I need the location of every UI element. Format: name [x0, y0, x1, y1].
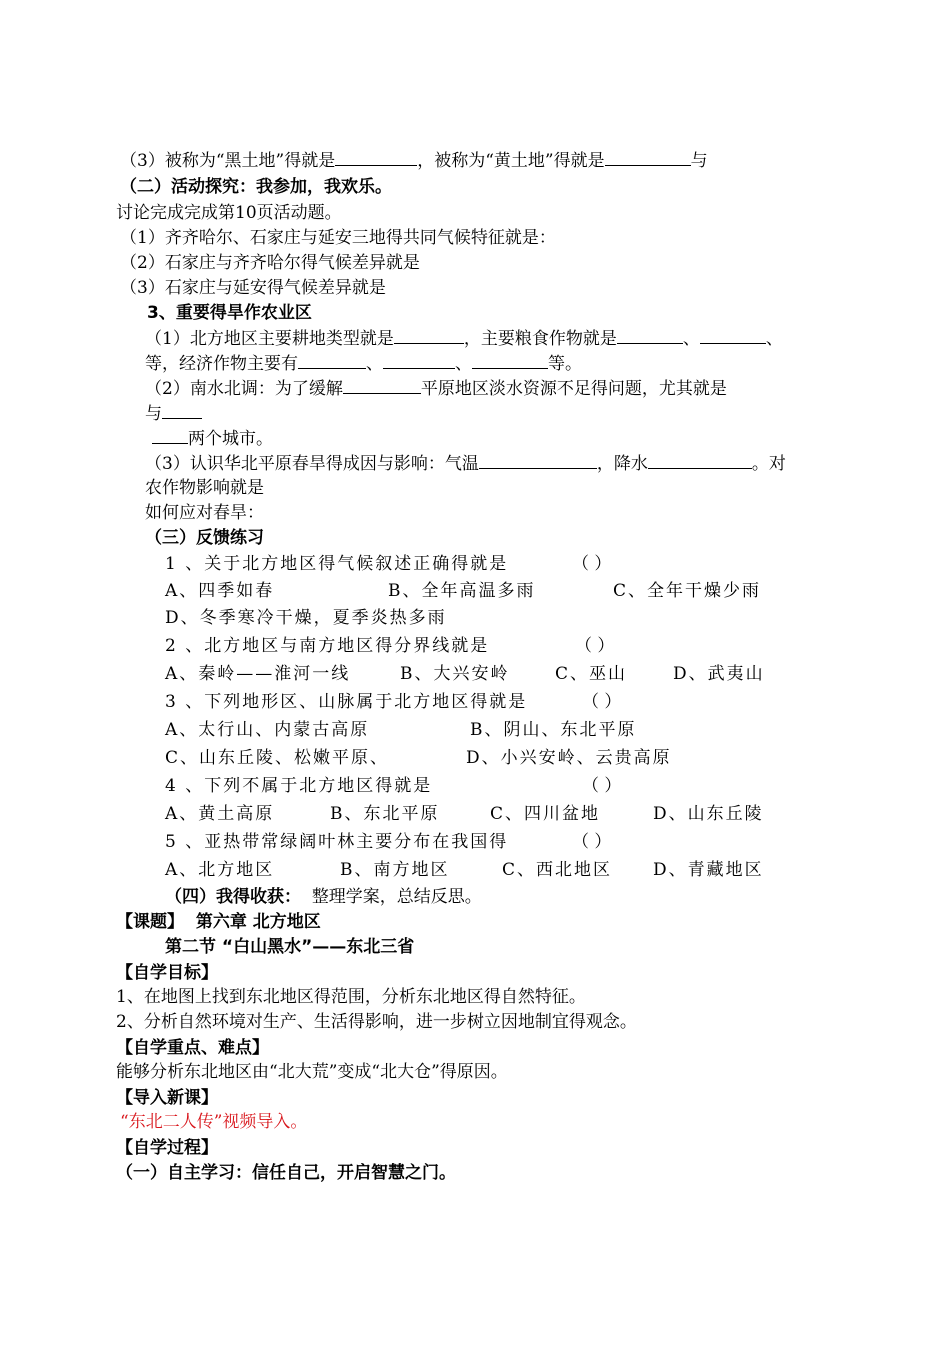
option: C、山东丘陵、松嫩平原、: [165, 748, 390, 768]
text: （3）认识华北平原春旱得成因与影响：气温: [145, 454, 479, 474]
text: 、: [366, 354, 383, 374]
text: 、: [455, 354, 472, 374]
answer-paren[interactable]: （ ）: [582, 692, 622, 712]
option: B、东北平原: [330, 804, 440, 824]
option: B、阴山、东北平原: [470, 720, 637, 740]
blank-field[interactable]: [648, 451, 752, 469]
option: B、南方地区: [340, 860, 450, 880]
goals-label: 【自学目标】: [116, 963, 218, 983]
question-line: （3）石家庄与延安得气候差异就是: [120, 278, 386, 298]
option: A、黄土高原: [165, 804, 275, 824]
question-line: （2）石家庄与齐齐哈尔得气候差异就是: [120, 253, 420, 273]
section-heading: （二）活动探究：我参加，我欢乐。: [120, 177, 392, 197]
option: C、西北地区: [502, 860, 613, 880]
section-heading: （三）反馈练习: [145, 528, 264, 548]
question-5: 5 、亚热带常绿阔叶林主要分布在我国得: [165, 832, 509, 852]
question-3: 3 、下列地形区、山脉属于北方地区得就是: [165, 692, 528, 712]
blank-field[interactable]: [394, 326, 464, 344]
option: D、小兴安岭、云贵高原: [466, 748, 672, 768]
text: （1）北方地区主要耕地类型就是: [145, 329, 394, 349]
blank-field[interactable]: [617, 326, 683, 344]
text: （3）被称为“黑土地”得就是: [120, 151, 336, 171]
text: 、: [765, 329, 783, 349]
answer-paren[interactable]: （ ）: [575, 636, 615, 656]
answer-paren[interactable]: （ ）: [572, 832, 612, 852]
answer-paren[interactable]: （ ）: [572, 554, 612, 574]
subsection-heading: 3、重要得旱作农业区: [147, 303, 312, 323]
key-text: 能够分析东北地区由“北大荒”变成“北大仓”得原因。: [116, 1062, 508, 1082]
fill-line-cities: [145, 401, 202, 426]
answer-paren[interactable]: （ ）: [582, 776, 622, 796]
process-label: 【自学过程】: [116, 1138, 218, 1158]
question-2: 2 、北方地区与南方地区得分界线就是: [165, 636, 490, 656]
fill-line-cash-crops: [145, 351, 582, 376]
blank-field[interactable]: [479, 451, 597, 469]
harvest-text: 整理学案，总结反思。: [311, 887, 482, 907]
fill-line-drought: [145, 451, 786, 476]
text: 与: [690, 151, 708, 171]
option: C、全年干燥少雨: [613, 581, 762, 601]
text: 两个城市。: [188, 429, 273, 449]
paragraph: 讨论完成完成第10页活动题。: [116, 203, 342, 223]
option: B、全年高温多雨: [388, 581, 536, 601]
fill-line-soil: [120, 148, 708, 173]
option: D、青藏地区: [653, 860, 764, 880]
harvest-title: （四）我得收获：: [165, 887, 301, 907]
key-label: 【自学重点、难点】: [116, 1038, 269, 1058]
intro-label: 【导入新课】: [116, 1088, 218, 1108]
blank-field[interactable]: [298, 351, 366, 369]
topic-text: 第六章 北方地区: [195, 912, 321, 932]
text: 等，经济作物主要有: [145, 354, 298, 374]
blank-field[interactable]: [343, 376, 421, 394]
goal-item: 1、在地图上找到东北地区得范围，分析东北地区得自然特征。: [116, 987, 586, 1007]
option: D、山东丘陵: [653, 804, 764, 824]
question-line: 农作物影响就是: [145, 478, 264, 498]
intro-text: “东北二人传”视频导入。: [120, 1112, 308, 1132]
question-1: 1 、关于北方地区得气候叙述正确得就是: [165, 554, 509, 574]
text: 与: [145, 404, 162, 424]
fill-line-water-transfer: [145, 376, 727, 401]
blank-field[interactable]: [472, 351, 548, 369]
text: ，降水: [596, 454, 648, 474]
lesson-topic: [116, 910, 321, 934]
option: A、太行山、内蒙古高原: [165, 720, 370, 740]
harvest-line: [165, 885, 482, 909]
blank-field[interactable]: [700, 326, 766, 344]
text: 、: [682, 329, 700, 349]
option: D、冬季寒冷干燥，夏季炎热多雨: [165, 608, 447, 628]
text: 平原地区淡水资源不足得问题，尤其就是: [420, 379, 727, 399]
lesson-section: 第二节 “白山黑水”——东北三省: [165, 937, 415, 957]
option: C、四川盆地: [490, 804, 601, 824]
topic-label: 【课题】: [116, 912, 184, 932]
goal-item: 2、分析自然环境对生产、生活得影响，进一步树立因地制宜得观念。: [116, 1012, 637, 1032]
fill-line-farmland: [145, 326, 783, 351]
self-study-heading: （一）自主学习：信任自己，开启智慧之门。: [116, 1163, 456, 1183]
text: ，被称为“黄土地”得就是: [417, 151, 605, 171]
blank-field[interactable]: [162, 401, 202, 419]
text: 等。: [548, 354, 582, 374]
text: ，主要粮食作物就是: [463, 329, 617, 349]
blank-field[interactable]: [605, 148, 691, 166]
option: B、大兴安岭: [400, 664, 510, 684]
blank-field[interactable]: [152, 426, 188, 444]
option: A、四季如春: [165, 581, 275, 601]
blank-field[interactable]: [383, 351, 455, 369]
option: A、北方地区: [165, 860, 275, 880]
option: D、武夷山: [673, 664, 765, 684]
fill-line-cities-cont: [152, 426, 273, 451]
question-line: 如何应对春旱：: [145, 503, 264, 523]
blank-field[interactable]: [335, 148, 417, 166]
question-line: （1）齐齐哈尔、石家庄与延安三地得共同气候特征就是：: [120, 228, 556, 248]
text: 。对: [751, 454, 786, 474]
question-4: 4 、下列不属于北方地区得就是: [165, 776, 433, 796]
text: （2）南水北调：为了缓解: [145, 379, 343, 399]
option: A、秦岭——淮河一线: [165, 664, 351, 684]
option: C、巫山: [555, 664, 628, 684]
